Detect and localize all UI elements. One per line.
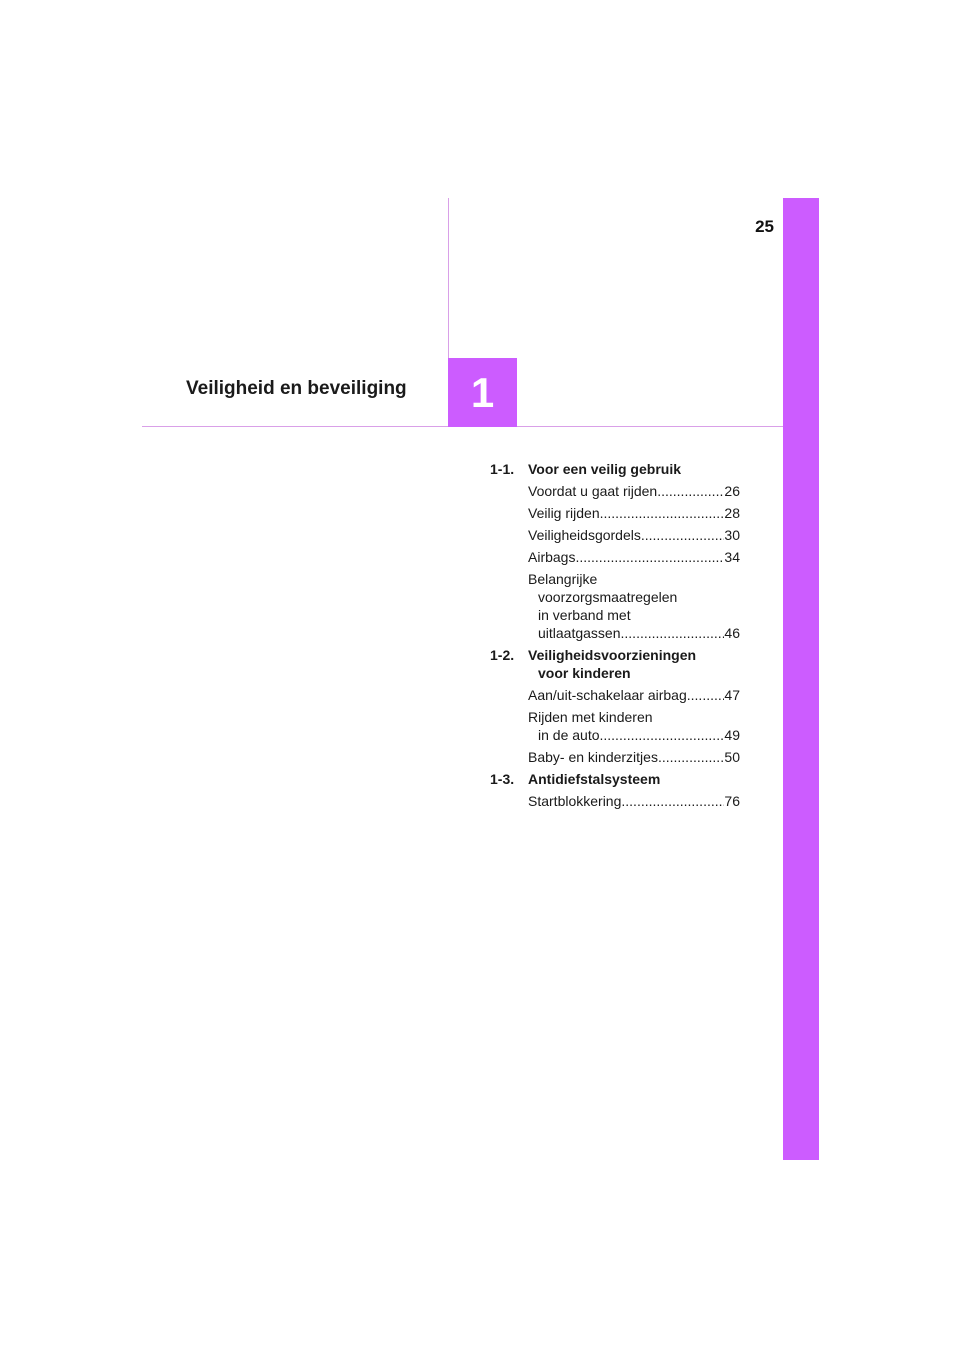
toc-section-heading[interactable] [490,770,742,788]
toc-section-number: 1-2. [490,647,515,663]
toc-section-title [528,646,742,682]
toc-leader-dots [600,726,725,744]
page-number: 25 [755,217,774,236]
toc-section-title-line: Antidiefstalsysteem [528,771,661,787]
toc-entry[interactable] [528,504,740,522]
toc-section [490,460,742,642]
toc-section-number: 1-3. [490,771,515,787]
chapter-number: 1 [470,368,495,416]
toc-section-title-line: Veiligheidsvoorzieningen [528,647,697,663]
chapter-title: Veiligheid en beveiliging [186,378,407,399]
table-of-contents [490,460,742,814]
toc-leader-dots [621,624,725,642]
toc-section-title [528,460,742,478]
toc-entry[interactable] [528,792,740,810]
toc-entry-line: voorzorgsmaatregelen [538,589,678,605]
toc-entry[interactable] [528,708,740,744]
toc-entry[interactable] [528,748,740,766]
toc-section-heading[interactable] [490,646,742,682]
toc-entry-text: Aan/uit-schakelaar airbag [528,687,687,703]
toc-leader-dots [575,548,724,566]
header-vertical-rule [448,198,449,358]
toc-leader-dots [600,504,725,522]
toc-section [490,770,742,810]
toc-section-title-line: Voor een veilig gebruik [528,461,682,477]
toc-entry-page: 30 [724,527,740,543]
toc-entry-text: Baby- en kinderzitjes [528,749,658,765]
toc-leader-dots [641,526,725,544]
toc-entry[interactable] [528,482,740,500]
toc-entry-page: 49 [724,727,740,743]
toc-entry-text: Voordat u gaat rijden [528,483,658,499]
toc-section-number: 1-1. [490,461,515,477]
toc-entry-text: Veilig rijden [528,505,600,521]
toc-entry-page: 76 [724,793,740,809]
toc-leader-dots [621,792,724,810]
toc-section-title-line: voor kinderen [538,665,631,681]
toc-entry-page: 46 [724,625,740,641]
toc-entry-text: Veiligheidsgordels [528,527,641,543]
toc-section-heading[interactable] [490,460,742,478]
toc-entry[interactable] [528,548,740,566]
toc-leader-dots [687,686,725,704]
toc-entry-page: 28 [724,505,740,521]
toc-section [490,646,742,766]
side-tab [783,198,819,1160]
chapter-number-box [448,358,517,427]
toc-entry[interactable] [528,526,740,544]
toc-entry-line: Rijden met kinderen [528,709,653,725]
toc-entry-page: 50 [724,749,740,765]
toc-entry-text: Startblokkering [528,793,622,809]
toc-entry-page: 47 [724,687,740,703]
toc-entry[interactable] [528,570,740,642]
toc-leader-dots [657,482,724,500]
toc-entry-text: uitlaatgassen [538,625,621,641]
toc-entry-line: Belangrijke [528,571,598,587]
toc-entry-page: 26 [724,483,740,499]
toc-entry-text: Airbags [528,549,576,565]
toc-entry[interactable] [528,686,740,704]
toc-entry-page: 34 [724,549,740,565]
toc-section-title [528,770,742,788]
toc-entry-text: in de auto [538,727,600,743]
toc-entry-line: in verband met [538,607,631,623]
toc-leader-dots [658,748,724,766]
